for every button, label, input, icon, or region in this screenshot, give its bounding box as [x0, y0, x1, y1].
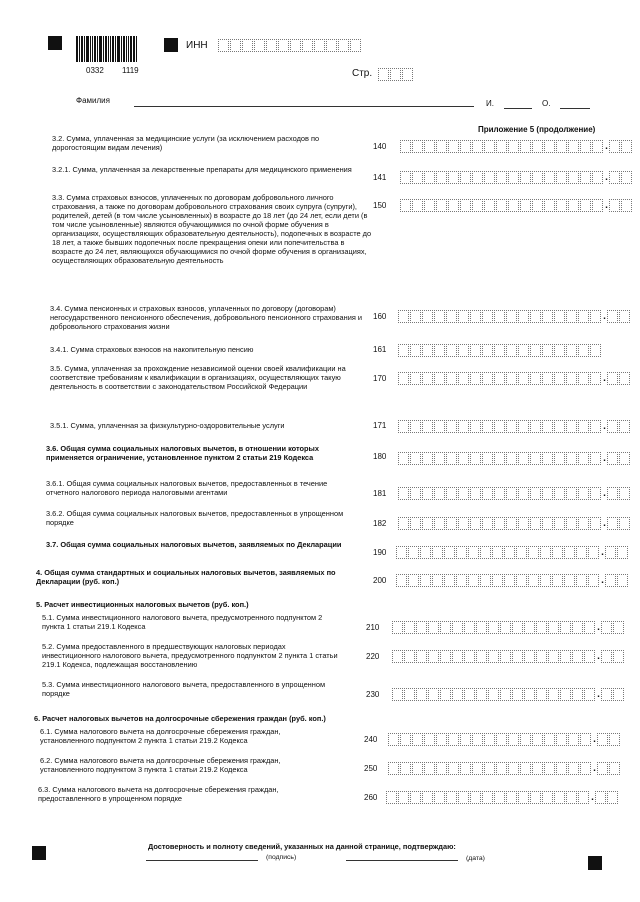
amount-field[interactable]: . — [398, 450, 631, 468]
row-label: 3.5.1. Сумма, уплаченная за физкультурно-оздоровительные услуги — [50, 421, 285, 430]
corner-marker-top-middle — [164, 38, 178, 52]
row-label: 3.4. Сумма пенсионных и страховых взносов, уплаченных по договору (договорам) негосударственного пенсионного обеспечения, добровольного пенсионного страхования и добровольного страхования жизни — [50, 304, 363, 331]
barcode — [76, 36, 138, 62]
signature-field[interactable] — [146, 860, 258, 861]
row-code: 260 — [364, 793, 378, 802]
row-label: 5.2. Сумма предоставленного в предшествующих налоговых периодах инвестиционного налогового вычета, предусмотренного подпунктом 2 пункта 1 статьи 219.1 Кодекса, подлежащая восстановлению — [42, 642, 338, 669]
inn-field[interactable] — [218, 37, 362, 55]
row-code: 150 — [373, 201, 387, 210]
barcode-number-right: 1119 — [122, 66, 139, 75]
row-code: 190 — [373, 548, 387, 557]
amount-field[interactable]: . — [392, 648, 625, 666]
row-label: 6.3. Сумма налогового вычета на долгосрочные сбережения граждан, предоставленного в упрощенном порядке — [38, 785, 279, 803]
row-code: 182 — [373, 519, 387, 528]
section-6-title: 6. Расчет налоговых вычетов на долгосрочные сбережения граждан (руб. коп.) — [34, 714, 326, 723]
initial-o-label: О. — [542, 99, 551, 108]
barcode-number-left: 0332 — [86, 66, 104, 75]
row-code: 141 — [373, 173, 387, 182]
appendix-title: Приложение 5 (продолжение) — [478, 125, 596, 134]
row-code: 240 — [364, 735, 378, 744]
row-code: 250 — [364, 764, 378, 773]
amount-field[interactable]: . — [400, 138, 633, 156]
amount-field[interactable]: . — [396, 544, 629, 562]
amount-field[interactable]: . — [398, 418, 631, 436]
initial-i-field[interactable] — [504, 108, 532, 109]
corner-marker-bottom-right — [588, 856, 602, 870]
amount-field[interactable]: . — [398, 515, 631, 533]
page-label: Стр. — [352, 68, 373, 79]
row-code: 181 — [373, 489, 387, 498]
row-code: 140 — [373, 142, 387, 151]
row-code: 180 — [373, 452, 387, 461]
amount-field[interactable]: . — [398, 485, 631, 503]
row-label: 5.3. Сумма инвестиционного налогового вычета, предоставленного в упрощенном порядке — [42, 680, 326, 698]
row-label: 3.5. Сумма, уплаченная за прохождение независимой оценки своей квалификации на соответствие требованиям к квалификации в организациях, осуществляющих такую деятельность в соответствии с законодательством Российской Федерации — [50, 364, 346, 391]
amount-field[interactable]: . — [388, 731, 621, 749]
row-code: 170 — [373, 374, 387, 383]
amount-field[interactable]: . — [386, 789, 619, 807]
signature-label: (подпись) — [266, 854, 297, 861]
row-label: 6.1. Сумма налогового вычета на долгосрочные сбережения граждан, установленного подпунктом 2 пункта 1 статьи 219.2 Кодекса — [40, 727, 281, 745]
row-label: 3.7. Общая сумма социальных налоговых вычетов, заявляемых по Декларации — [46, 540, 342, 549]
row-label: 3.2.1. Сумма, уплаченная за лекарственные препараты для медицинского применения — [52, 165, 352, 174]
amount-field[interactable]: . — [398, 370, 631, 388]
surname-label: Фамилия — [76, 96, 110, 105]
row-label: 3.4.1. Сумма страховых взносов на накопительную пенсию — [50, 345, 254, 354]
row-code: 161 — [373, 345, 387, 354]
confirmation-text: Достоверность и полноту сведений, указанных на данной странице, подтверждаю: — [148, 842, 456, 851]
row-code: 160 — [373, 312, 387, 321]
row-code: 200 — [373, 576, 387, 585]
initial-i-label: И. — [486, 99, 494, 108]
amount-field[interactable]: . — [400, 169, 633, 187]
row-label: 3.6.1. Общая сумма социальных налоговых вычетов, предоставленных в течение отчетного налогового периода налоговыми агентами — [46, 479, 328, 497]
amount-field[interactable]: . — [398, 308, 631, 326]
amount-field[interactable]: . — [392, 686, 625, 704]
amount-field[interactable]: . — [392, 619, 625, 637]
amount-field[interactable] — [398, 342, 602, 360]
row-label: 3.6.2. Общая сумма социальных налоговых вычетов, предоставленных в упрощенном порядке — [46, 509, 344, 527]
amount-field[interactable]: . — [396, 572, 629, 590]
row-label: 5.1. Сумма инвестиционного налогового вычета, предусмотренного подпунктом 2 пункта 1 статьи 219.1 Кодекса — [42, 613, 323, 631]
amount-field[interactable]: . — [388, 760, 621, 778]
corner-marker-top-left — [48, 36, 62, 50]
row-label: 3.3. Сумма страховых взносов, уплаченных по договорам добровольного личного страхования, а также по договорам добровольного страхования своих супруга (супруги), родителей, детей (в том числе усыновленных) в возрасте до 18 лет (до 24 лет, если дети (в том числе усыновленные) являются обучающимися по очной форме обучения в организациях, осуществляющих образовательную деятельность), подопечных в возрасте до 18 лет, а также бывших подопечных после прекращения опеки или попечительства в возрасте до 24 лет, являющихся обучающимися по очной форме обучения в организациях, осуществляющих образовательную деятельность — [52, 193, 372, 265]
date-field[interactable] — [346, 860, 458, 861]
inn-label: ИНН — [186, 40, 208, 51]
row-code: 210 — [366, 623, 380, 632]
row-code: 220 — [366, 652, 380, 661]
row-code: 171 — [373, 421, 387, 430]
date-label: (дата) — [466, 855, 485, 862]
surname-field[interactable] — [134, 106, 474, 107]
row-label: 4. Общая сумма стандартных и социальных налоговых вычетов, заявляемых по Декларации (руб. коп.) — [36, 568, 336, 586]
amount-field[interactable]: . — [400, 197, 633, 215]
page-number-field[interactable] — [378, 66, 414, 84]
section-5-title: 5. Расчет инвестиционных налоговых вычетов (руб. коп.) — [36, 600, 249, 609]
row-label: 3.6. Общая сумма социальных налоговых вычетов, в отношении которых применяется ограничение, установленное пунктом 2 статьи 219 Кодекса — [46, 444, 319, 462]
row-label: 3.2. Сумма, уплаченная за медицинские услуги (за исключением расходов по дорогостоящим видам лечения) — [52, 134, 320, 152]
corner-marker-bottom-left — [32, 846, 46, 860]
row-code: 230 — [366, 690, 380, 699]
initial-o-field[interactable] — [560, 108, 590, 109]
row-label: 6.2. Сумма налогового вычета на долгосрочные сбережения граждан, установленного подпунктом 3 пункта 1 статьи 219.2 Кодекса — [40, 756, 281, 774]
